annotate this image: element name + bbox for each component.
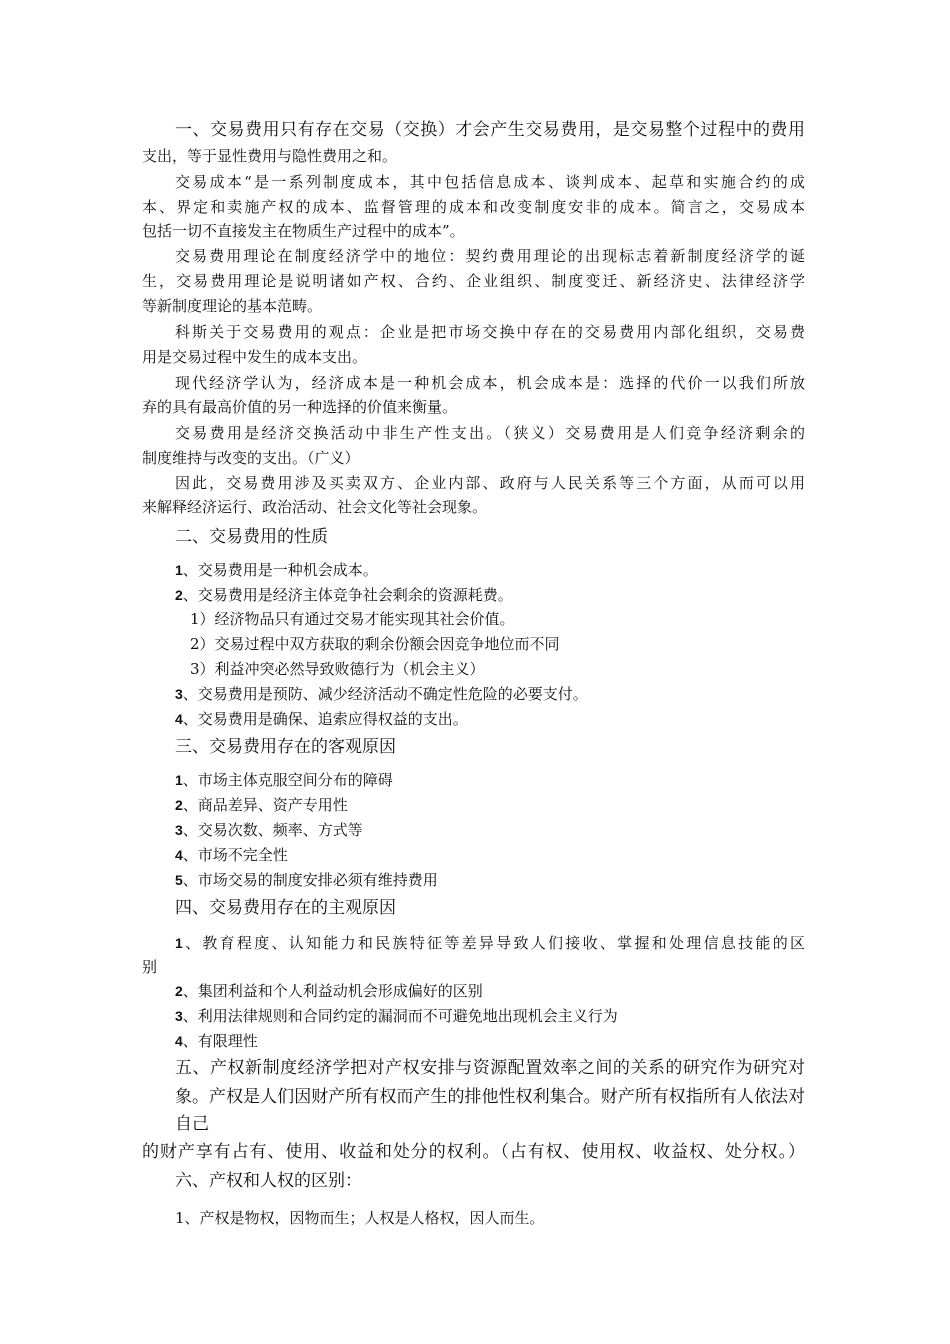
para-6-line-2: 制度维持与改变的支出。（广义） [142, 449, 360, 467]
para-2-line-2: 本、界定和卖施产权的成本、监督管理的成本和改变制度安非的成本。简言之，交易成本 [142, 198, 805, 216]
para-3-line-3: 等新制度理论的基本范畴。 [142, 297, 323, 315]
heading-3: 三、交易费用存在的客观原因 [175, 737, 396, 757]
list-item: 2、交易费用是经济主体竞争社会剩余的资源耗费。 [175, 586, 513, 604]
list-item: 1、交易费用是一种机会成本。 [175, 561, 378, 579]
list-item: 5、市场交易的制度安排必须有维持费用 [175, 871, 438, 889]
para-7-line-2: 来解释经济运行、政治活动、社会文化等社会现象。 [142, 498, 488, 516]
list-item: 4、市场不完全性 [175, 846, 288, 864]
para-1-line-1: 一、交易费用只有存在交易（交换）才会产生交易费用，是交易整个过程中的费用 [175, 120, 805, 140]
list-item: 2、商品差异、资产专用性 [175, 796, 348, 814]
para-1-line-2: 支出，等于显性费用与隐性费用之和。 [142, 147, 398, 165]
para-2-line-3: 包括一切不直接发主在物质生产过程中的成本”。 [142, 222, 465, 240]
list-item-continuation: 别 [142, 958, 158, 976]
list-item: 3、交易次数、频率、方式等 [175, 821, 363, 839]
list-item: 2、集团利益和个人利益动机会形成偏好的区别 [175, 982, 483, 1000]
list-item: 3、利用法律规则和合同约定的漏洞而不可避免地出现机会主义行为 [175, 1007, 618, 1025]
para-property-line-3: 自己 [175, 1114, 209, 1134]
heading-2: 二、交易费用的性质 [175, 527, 328, 547]
para-4-line-1: 科斯关于交易费用的观点：企业是把市场交换中存在的交易费用内部化组织，交易费 [175, 323, 805, 341]
para-property-line-4: 的财产享有占有、使用、收益和处分的权利。（占有权、使用权、收益权、处分权。） [142, 1142, 805, 1162]
sub-list-item: 3）利益冲突必然导致败德行为（机会主义） [190, 660, 485, 678]
list-item: 1、市场主体克服空间分布的障碍 [175, 771, 393, 789]
list-item: 4、有限理性 [175, 1032, 258, 1050]
para-7-line-1: 因此，交易费用涉及买卖双方、企业内部、政府与人民关系等三个方面，从而可以用 [175, 474, 805, 492]
list-item: 3、交易费用是预防、减少经济活动不确定性危险的必要支付。 [175, 685, 588, 703]
heading-4: 四、交易费用存在的主观原因 [175, 898, 396, 918]
para-3-line-1: 交易费用理论在制度经济学中的地位：契约费用理论的出现标志着新制度经济学的诞 [175, 247, 805, 265]
para-2-line-1: 交易成本“是一系列制度成本，其中包括信息成本、谈判成本、起草和实施合约的成 [175, 173, 805, 191]
list-item: 4、交易费用是确保、追索应得权益的支出。 [175, 710, 468, 728]
list-item: 1、产权是物权，因物而生；人权是人格权，因人而生。 [175, 1209, 545, 1227]
para-5-line-1: 现代经济学认为，经济成本是一种机会成本，机会成本是：选择的代价一以我们所放 [175, 374, 805, 392]
para-6-line-1: 交易费用是经济交换活动中非生产性支出。（狭义）交易费用是人们竞争经济剩余的 [175, 424, 805, 442]
para-3-line-2: 生，交易费用理论是说明诸如产权、合约、企业组织、制度变迁、新经济史、法律经济学 [142, 272, 805, 290]
list-item: 1、教育程度、认知能力和民族特征等差异导致人们接收、掌握和处理信息技能的区 [175, 934, 805, 952]
para-property-line-1: 五、产权新制度经济学把对产权安排与资源配置效率之间的关系的研究作为研究对 [175, 1058, 805, 1078]
para-4-line-2: 用是交易过程中发生的成本支出。 [142, 348, 368, 366]
para-property-line-2: 象。产权是人们因财产所有权而产生的排他性权利集合。财产所有权指所有人依法对 [175, 1087, 805, 1107]
heading-6: 六、产权和人权的区别： [175, 1171, 362, 1191]
sub-list-item: 2）交易过程中双方获取的剩余份额会因竞争地位而不同 [190, 635, 560, 653]
para-5-line-2: 弃的具有最高价值的另一种选择的价值来衡量。 [142, 398, 458, 416]
sub-list-item: 1）经济物品只有通过交易才能实现其社会价值。 [190, 610, 515, 628]
